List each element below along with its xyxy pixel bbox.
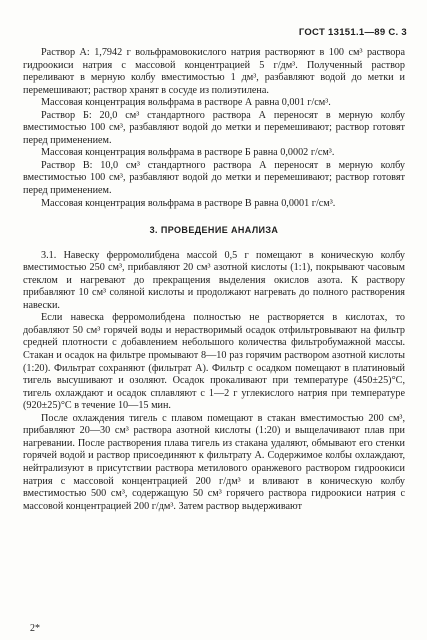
paragraph-concentration-a: Массовая концентрация вольфрама в растворе А равна 0,001 г/см³. [41, 97, 331, 109]
section-heading: 3. ПРОВЕДЕНИЕ АНАЛИЗА [149, 225, 279, 236]
paragraph-solution-a: Раствор А: 1,7942 г вольфрамовокислого натрия растворяют в 100 см³ раствора гидроокиси натрия с массовой концентрацией 5 г/дм³. Полученный раствор переливают в мерную колбу вместимостью 1 дм³, разбавляют водой до метки и перемешивают; раствор хранят в сосуде из полиэтилена. [23, 47, 405, 96]
paragraph-solution-b: Раствор Б: 20,0 см³ стандартного раствора А переносят в мерную колбу вместимостью 100 см³, разбавляют водой до метки и перемешивают; раствор готовят перед применением. [23, 109, 405, 146]
page-signature-mark: 2* [30, 623, 40, 634]
paragraph-solution-v: Раствор В: 10,0 см³ стандартного раствора А переносят в мерную колбу вместимостью 100 см³, разбавляют водой до метки и перемешивают; раствор готовят перед применением. [23, 159, 405, 197]
paragraph-after-cooling: После охлаждения тигель с плавом помещают в стакан вместимостью 200 см³, прибавляют 20—30 см³ раствора азотной кислоты (1:20) и выщелачивают плав при нагревании. После растворения плава тигель из стакана удаляют, обмывают его стенки горячей водой и раствор присоединяют к фильтрату А. Содержимое колбы охлаждают, нейтрализуют в присутствии раствора метилового оранжевого раствором гидроокиси натрия с массовой концентрацией 200 г/дм³ и вливают в коническую колбу вместимостью 500 см³, содержащую 50 см³ горячего раствора гидроокиси натрия с массовой концентрацией 200 г/дм³. Затем раствор выдерживают [23, 412, 405, 512]
document-body [23, 47, 405, 513]
paragraph-concentration-v: Массовая концентрация вольфрама в растворе В равна 0,0001 г/см³. [41, 197, 336, 209]
paragraph-concentration-b: Массовая концентрация вольфрама в растворе Б равна 0,0002 г/см³. [41, 147, 335, 159]
paragraph-insoluble-residue: Если навеска ферромолибдена полностью не растворяется в кислотах, то добавляют 50 см³ горячей воды и нерастворимый осадок отфильтровывают на фильтр средней плотности с добавлением небольшого количества фильтробумажной массы. Стакан и осадок на фильтре промывают 8—10 раз горячим раствором азотной кислоты (1:20). Фильтрат сохраняют (фильтрат А). Фильтр с осадком помещают в платиновый тигель высушивают и озоляют. Осадок прокаливают при температуре (450±25)°С, тигель охлаждают и осадок сплавляют с 1—2 г углекислого натрия при температуре (920±25)°С в течение 10—15 мин. [23, 312, 405, 412]
page-header: ГОСТ 13151.1—89 С. 3 [298, 27, 407, 38]
paragraph-3-1: 3.1. Навеску ферромолибдена массой 0,5 г помещают в коническую колбу вместимостью 250 см³, прибавляют 20 см³ азотной кислоты (1:1), покрывают часовым стеклом и нагревают до прекращения выделения окислов азота. К раствору прибавляют 10 см³ соляной кислоты и продолжают нагревать до полного растворения навески. [23, 249, 405, 311]
